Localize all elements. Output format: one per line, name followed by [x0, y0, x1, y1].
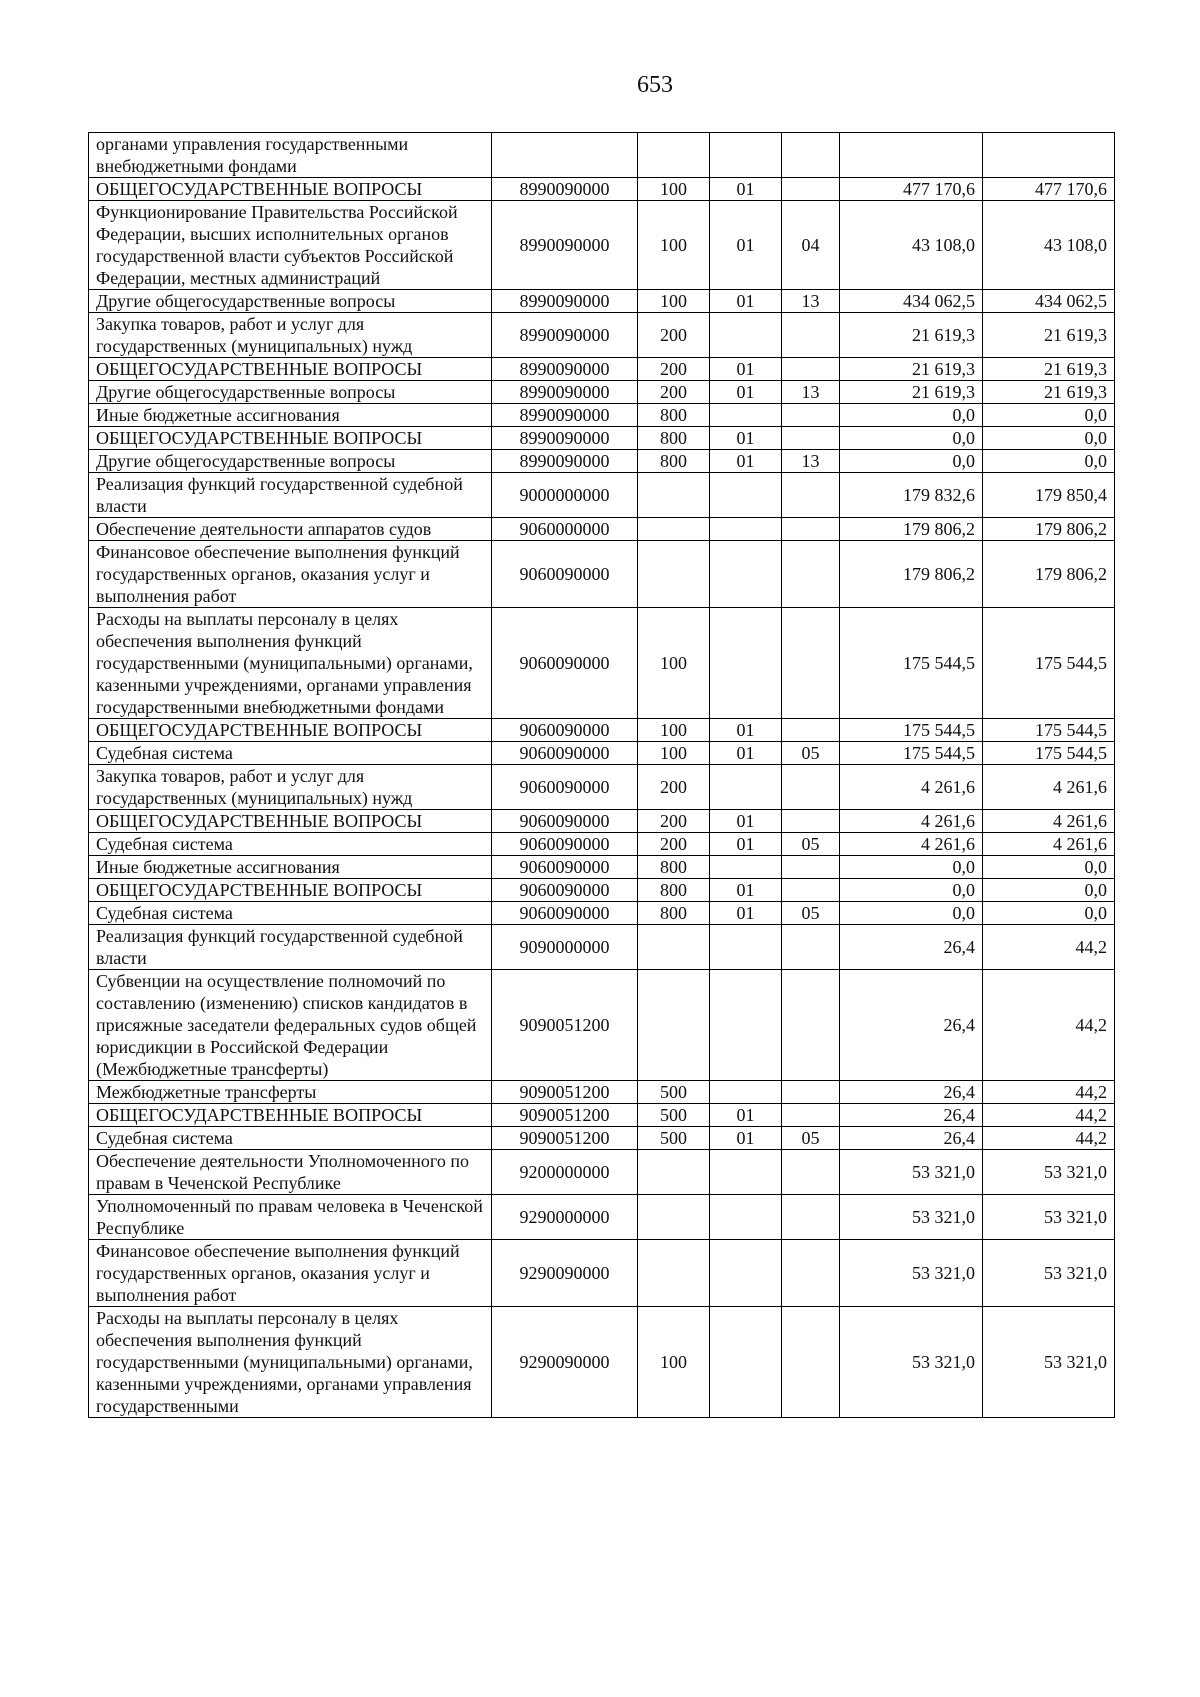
table-row [89, 742, 1115, 765]
subsection-code-cell [782, 1104, 840, 1127]
section-code-cell: 01 [710, 902, 782, 925]
amount-year-2-cell: 44,2 [983, 970, 1115, 1081]
amount-year-1-cell: 0,0 [840, 879, 983, 902]
item-name-cell: Другие общегосударственные вопросы [89, 381, 492, 404]
page-number: 653 [637, 72, 673, 98]
item-name-cell: Судебная система [89, 742, 492, 765]
table-row [89, 879, 1115, 902]
amount-year-1-cell: 0,0 [840, 427, 983, 450]
item-name-cell: ОБЩЕГОСУДАРСТВЕННЫЕ ВОПРОСЫ [89, 810, 492, 833]
target-article-code-cell: 9290090000 [492, 1240, 638, 1307]
target-article-code-cell: 9060090000 [492, 765, 638, 810]
target-article-code-cell: 8990090000 [492, 178, 638, 201]
section-code-cell [710, 518, 782, 541]
item-name-cell: Иные бюджетные ассигнования [89, 856, 492, 879]
item-name-cell: ОБЩЕГОСУДАРСТВЕННЫЕ ВОПРОСЫ [89, 427, 492, 450]
expense-type-code-cell: 800 [638, 856, 710, 879]
expense-type-code-cell: 200 [638, 765, 710, 810]
subsection-code-cell [782, 133, 840, 178]
section-code-cell [710, 608, 782, 719]
table-row [89, 856, 1115, 879]
subsection-code-cell [782, 765, 840, 810]
subsection-code-cell: 04 [782, 201, 840, 290]
item-name-cell: Уполномоченный по правам человека в Чеченской Республике [89, 1195, 492, 1240]
amount-year-1-cell: 26,4 [840, 970, 983, 1081]
amount-year-1-cell: 4 261,6 [840, 810, 983, 833]
amount-year-1-cell: 4 261,6 [840, 833, 983, 856]
amount-year-1-cell: 175 544,5 [840, 719, 983, 742]
amount-year-1-cell: 21 619,3 [840, 381, 983, 404]
section-code-cell [710, 1240, 782, 1307]
table-row [89, 1195, 1115, 1240]
section-code-cell [710, 1081, 782, 1104]
target-article-code-cell: 9090051200 [492, 1104, 638, 1127]
section-code-cell [710, 541, 782, 608]
amount-year-1-cell: 175 544,5 [840, 608, 983, 719]
section-code-cell [710, 970, 782, 1081]
table-row [89, 970, 1115, 1081]
item-name-cell: ОБЩЕГОСУДАРСТВЕННЫЕ ВОПРОСЫ [89, 879, 492, 902]
expense-type-code-cell: 100 [638, 178, 710, 201]
target-article-code-cell: 8990090000 [492, 450, 638, 473]
subsection-code-cell [782, 518, 840, 541]
subsection-code-cell [782, 404, 840, 427]
budget-table [88, 132, 1115, 1418]
amount-year-2-cell: 0,0 [983, 856, 1115, 879]
table-row [89, 450, 1115, 473]
table-row [89, 1104, 1115, 1127]
amount-year-1-cell: 4 261,6 [840, 765, 983, 810]
amount-year-2-cell: 43 108,0 [983, 201, 1115, 290]
item-name-cell: Судебная система [89, 1127, 492, 1150]
expense-type-code-cell: 200 [638, 381, 710, 404]
section-code-cell [710, 313, 782, 358]
expense-type-code-cell: 200 [638, 810, 710, 833]
subsection-code-cell [782, 178, 840, 201]
target-article-code-cell: 9060090000 [492, 879, 638, 902]
item-name-cell: Обеспечение деятельности Уполномоченного по правам в Чеченской Республике [89, 1150, 492, 1195]
table-row [89, 404, 1115, 427]
amount-year-1-cell: 179 806,2 [840, 518, 983, 541]
amount-year-2-cell: 0,0 [983, 427, 1115, 450]
target-article-code-cell: 9060090000 [492, 810, 638, 833]
amount-year-1-cell [840, 133, 983, 178]
section-code-cell [710, 1150, 782, 1195]
amount-year-2-cell: 0,0 [983, 879, 1115, 902]
item-name-cell: Судебная система [89, 902, 492, 925]
table-row [89, 1127, 1115, 1150]
subsection-code-cell [782, 1150, 840, 1195]
item-name-cell: органами управления государственными внебюджетными фондами [89, 133, 492, 178]
item-name-cell: ОБЩЕГОСУДАРСТВЕННЫЕ ВОПРОСЫ [89, 178, 492, 201]
section-code-cell: 01 [710, 833, 782, 856]
table-body [89, 133, 1115, 1418]
subsection-code-cell [782, 810, 840, 833]
section-code-cell: 01 [710, 427, 782, 450]
section-code-cell [710, 404, 782, 427]
target-article-code-cell: 8990090000 [492, 201, 638, 290]
expense-type-code-cell [638, 518, 710, 541]
table-row [89, 358, 1115, 381]
target-article-code-cell: 9060090000 [492, 902, 638, 925]
item-name-cell: Финансовое обеспечение выполнения функций государственных органов, оказания услуг и выполнения работ [89, 541, 492, 608]
item-name-cell: Закупка товаров, работ и услуг для государственных (муниципальных) нужд [89, 313, 492, 358]
item-name-cell: Субвенции на осуществление полномочий по составлению (изменению) списков кандидатов в присяжные заседатели федеральных судов общей юрисдикции в Российской Федерации (Межбюджетные трансферты) [89, 970, 492, 1081]
table-row [89, 1240, 1115, 1307]
subsection-code-cell [782, 1240, 840, 1307]
amount-year-1-cell: 26,4 [840, 1081, 983, 1104]
target-article-code-cell: 9060090000 [492, 742, 638, 765]
subsection-code-cell [782, 313, 840, 358]
item-name-cell: Расходы на выплаты персоналу в целях обеспечения выполнения функций государственными (муниципальными) органами, казенными учреждениями, органами управления государственными [89, 1307, 492, 1418]
amount-year-1-cell: 0,0 [840, 902, 983, 925]
amount-year-2-cell: 21 619,3 [983, 358, 1115, 381]
target-article-code-cell: 8990090000 [492, 313, 638, 358]
expense-type-code-cell: 500 [638, 1104, 710, 1127]
table-row [89, 810, 1115, 833]
subsection-code-cell [782, 856, 840, 879]
amount-year-2-cell: 179 850,4 [983, 473, 1115, 518]
expense-type-code-cell: 100 [638, 1307, 710, 1418]
target-article-code-cell: 9090051200 [492, 1127, 638, 1150]
target-article-code-cell: 8990090000 [492, 358, 638, 381]
table-row [89, 178, 1115, 201]
table-row [89, 313, 1115, 358]
subsection-code-cell [782, 1081, 840, 1104]
section-code-cell [710, 925, 782, 970]
amount-year-1-cell: 0,0 [840, 856, 983, 879]
amount-year-1-cell: 53 321,0 [840, 1195, 983, 1240]
section-code-cell [710, 1195, 782, 1240]
subsection-code-cell [782, 879, 840, 902]
subsection-code-cell [782, 608, 840, 719]
target-article-code-cell: 8990090000 [492, 404, 638, 427]
subsection-code-cell [782, 719, 840, 742]
amount-year-1-cell: 26,4 [840, 1104, 983, 1127]
table-row [89, 133, 1115, 178]
expense-type-code-cell: 800 [638, 450, 710, 473]
expense-type-code-cell [638, 1150, 710, 1195]
amount-year-1-cell: 53 321,0 [840, 1307, 983, 1418]
target-article-code-cell: 9090000000 [492, 925, 638, 970]
amount-year-2-cell: 4 261,6 [983, 833, 1115, 856]
subsection-code-cell: 05 [782, 833, 840, 856]
amount-year-1-cell: 179 832,6 [840, 473, 983, 518]
section-code-cell: 01 [710, 1127, 782, 1150]
expense-type-code-cell: 100 [638, 719, 710, 742]
amount-year-2-cell: 0,0 [983, 902, 1115, 925]
item-name-cell: Закупка товаров, работ и услуг для государственных (муниципальных) нужд [89, 765, 492, 810]
subsection-code-cell [782, 970, 840, 1081]
target-article-code-cell: 9060090000 [492, 833, 638, 856]
table-row [89, 1307, 1115, 1418]
item-name-cell: ОБЩЕГОСУДАРСТВЕННЫЕ ВОПРОСЫ [89, 1104, 492, 1127]
amount-year-2-cell: 179 806,2 [983, 541, 1115, 608]
expense-type-code-cell: 500 [638, 1081, 710, 1104]
section-code-cell: 01 [710, 201, 782, 290]
item-name-cell: Другие общегосударственные вопросы [89, 450, 492, 473]
amount-year-1-cell: 0,0 [840, 404, 983, 427]
expense-type-code-cell: 200 [638, 313, 710, 358]
amount-year-2-cell: 21 619,3 [983, 381, 1115, 404]
section-code-cell: 01 [710, 178, 782, 201]
target-article-code-cell [492, 133, 638, 178]
subsection-code-cell: 13 [782, 450, 840, 473]
amount-year-1-cell: 43 108,0 [840, 201, 983, 290]
amount-year-2-cell: 44,2 [983, 925, 1115, 970]
expense-type-code-cell: 200 [638, 358, 710, 381]
expense-type-code-cell: 200 [638, 833, 710, 856]
target-article-code-cell: 9060090000 [492, 719, 638, 742]
section-code-cell: 01 [710, 810, 782, 833]
amount-year-2-cell: 53 321,0 [983, 1240, 1115, 1307]
amount-year-2-cell: 179 806,2 [983, 518, 1115, 541]
subsection-code-cell [782, 1195, 840, 1240]
target-article-code-cell: 8990090000 [492, 427, 638, 450]
item-name-cell: Иные бюджетные ассигнования [89, 404, 492, 427]
target-article-code-cell: 9060090000 [492, 541, 638, 608]
expense-type-code-cell: 800 [638, 404, 710, 427]
amount-year-1-cell: 434 062,5 [840, 290, 983, 313]
item-name-cell: Реализация функций государственной судебной власти [89, 925, 492, 970]
section-code-cell: 01 [710, 450, 782, 473]
expense-type-code-cell [638, 925, 710, 970]
amount-year-1-cell: 21 619,3 [840, 313, 983, 358]
amount-year-1-cell: 0,0 [840, 450, 983, 473]
subsection-code-cell [782, 473, 840, 518]
target-article-code-cell: 9060090000 [492, 856, 638, 879]
section-code-cell: 01 [710, 290, 782, 313]
subsection-code-cell: 05 [782, 1127, 840, 1150]
item-name-cell: Функционирование Правительства Российской Федерации, высших исполнительных органов государственной власти субъектов Российской Федерации, местных администраций [89, 201, 492, 290]
subsection-code-cell: 13 [782, 290, 840, 313]
amount-year-2-cell: 4 261,6 [983, 810, 1115, 833]
table-row [89, 608, 1115, 719]
table-row [89, 1150, 1115, 1195]
item-name-cell: Расходы на выплаты персоналу в целях обеспечения выполнения функций государственными (муниципальными) органами, казенными учреждениями, органами управления государственными внебюджетными фондами [89, 608, 492, 719]
amount-year-2-cell: 477 170,6 [983, 178, 1115, 201]
amount-year-2-cell: 0,0 [983, 450, 1115, 473]
section-code-cell: 01 [710, 381, 782, 404]
expense-type-code-cell: 100 [638, 742, 710, 765]
section-code-cell [710, 133, 782, 178]
item-name-cell: Межбюджетные трансферты [89, 1081, 492, 1104]
table-row [89, 765, 1115, 810]
item-name-cell: ОБЩЕГОСУДАРСТВЕННЫЕ ВОПРОСЫ [89, 358, 492, 381]
subsection-code-cell: 05 [782, 742, 840, 765]
amount-year-2-cell: 175 544,5 [983, 608, 1115, 719]
amount-year-2-cell: 44,2 [983, 1104, 1115, 1127]
amount-year-1-cell: 53 321,0 [840, 1150, 983, 1195]
subsection-code-cell [782, 541, 840, 608]
amount-year-1-cell: 179 806,2 [840, 541, 983, 608]
expense-type-code-cell [638, 970, 710, 1081]
amount-year-2-cell: 175 544,5 [983, 719, 1115, 742]
expense-type-code-cell: 100 [638, 608, 710, 719]
target-article-code-cell: 9090051200 [492, 970, 638, 1081]
table-row [89, 541, 1115, 608]
table-row [89, 290, 1115, 313]
table-row [89, 201, 1115, 290]
amount-year-2-cell [983, 133, 1115, 178]
item-name-cell: ОБЩЕГОСУДАРСТВЕННЫЕ ВОПРОСЫ [89, 719, 492, 742]
target-article-code-cell: 9290000000 [492, 1195, 638, 1240]
subsection-code-cell [782, 358, 840, 381]
table-row [89, 518, 1115, 541]
subsection-code-cell: 05 [782, 902, 840, 925]
target-article-code-cell: 8990090000 [492, 290, 638, 313]
amount-year-1-cell: 21 619,3 [840, 358, 983, 381]
amount-year-2-cell: 21 619,3 [983, 313, 1115, 358]
amount-year-2-cell: 53 321,0 [983, 1195, 1115, 1240]
table-row [89, 719, 1115, 742]
expense-type-code-cell: 800 [638, 902, 710, 925]
subsection-code-cell: 13 [782, 381, 840, 404]
section-code-cell [710, 473, 782, 518]
amount-year-2-cell: 44,2 [983, 1127, 1115, 1150]
amount-year-1-cell: 53 321,0 [840, 1240, 983, 1307]
section-code-cell [710, 765, 782, 810]
target-article-code-cell: 9090051200 [492, 1081, 638, 1104]
target-article-code-cell: 8990090000 [492, 381, 638, 404]
section-code-cell [710, 856, 782, 879]
table-row [89, 427, 1115, 450]
expense-type-code-cell [638, 541, 710, 608]
expense-type-code-cell: 800 [638, 879, 710, 902]
section-code-cell [710, 1307, 782, 1418]
expense-type-code-cell [638, 1195, 710, 1240]
table-row [89, 473, 1115, 518]
table-row [89, 381, 1115, 404]
target-article-code-cell: 9060000000 [492, 518, 638, 541]
amount-year-1-cell: 175 544,5 [840, 742, 983, 765]
table-row [89, 833, 1115, 856]
expense-type-code-cell [638, 1240, 710, 1307]
amount-year-2-cell: 53 321,0 [983, 1307, 1115, 1418]
amount-year-1-cell: 26,4 [840, 925, 983, 970]
amount-year-2-cell: 175 544,5 [983, 742, 1115, 765]
item-name-cell: Другие общегосударственные вопросы [89, 290, 492, 313]
section-code-cell: 01 [710, 719, 782, 742]
target-article-code-cell: 9000000000 [492, 473, 638, 518]
amount-year-2-cell: 434 062,5 [983, 290, 1115, 313]
amount-year-1-cell: 477 170,6 [840, 178, 983, 201]
subsection-code-cell [782, 1307, 840, 1418]
item-name-cell: Обеспечение деятельности аппаратов судов [89, 518, 492, 541]
table-row [89, 925, 1115, 970]
amount-year-2-cell: 4 261,6 [983, 765, 1115, 810]
target-article-code-cell: 9290090000 [492, 1307, 638, 1418]
item-name-cell: Реализация функций государственной судебной власти [89, 473, 492, 518]
section-code-cell: 01 [710, 358, 782, 381]
item-name-cell: Финансовое обеспечение выполнения функций государственных органов, оказания услуг и выполнения работ [89, 1240, 492, 1307]
table-row [89, 902, 1115, 925]
amount-year-2-cell: 0,0 [983, 404, 1115, 427]
amount-year-1-cell: 26,4 [840, 1127, 983, 1150]
amount-year-2-cell: 53 321,0 [983, 1150, 1115, 1195]
table-row [89, 1081, 1115, 1104]
amount-year-2-cell: 44,2 [983, 1081, 1115, 1104]
expense-type-code-cell: 800 [638, 427, 710, 450]
expense-type-code-cell [638, 473, 710, 518]
section-code-cell: 01 [710, 879, 782, 902]
subsection-code-cell [782, 925, 840, 970]
section-code-cell: 01 [710, 1104, 782, 1127]
expense-type-code-cell: 100 [638, 290, 710, 313]
expense-type-code-cell: 500 [638, 1127, 710, 1150]
expense-type-code-cell [638, 133, 710, 178]
section-code-cell: 01 [710, 742, 782, 765]
target-article-code-cell: 9200000000 [492, 1150, 638, 1195]
target-article-code-cell: 9060090000 [492, 608, 638, 719]
subsection-code-cell [782, 427, 840, 450]
expense-type-code-cell: 100 [638, 201, 710, 290]
item-name-cell: Судебная система [89, 833, 492, 856]
